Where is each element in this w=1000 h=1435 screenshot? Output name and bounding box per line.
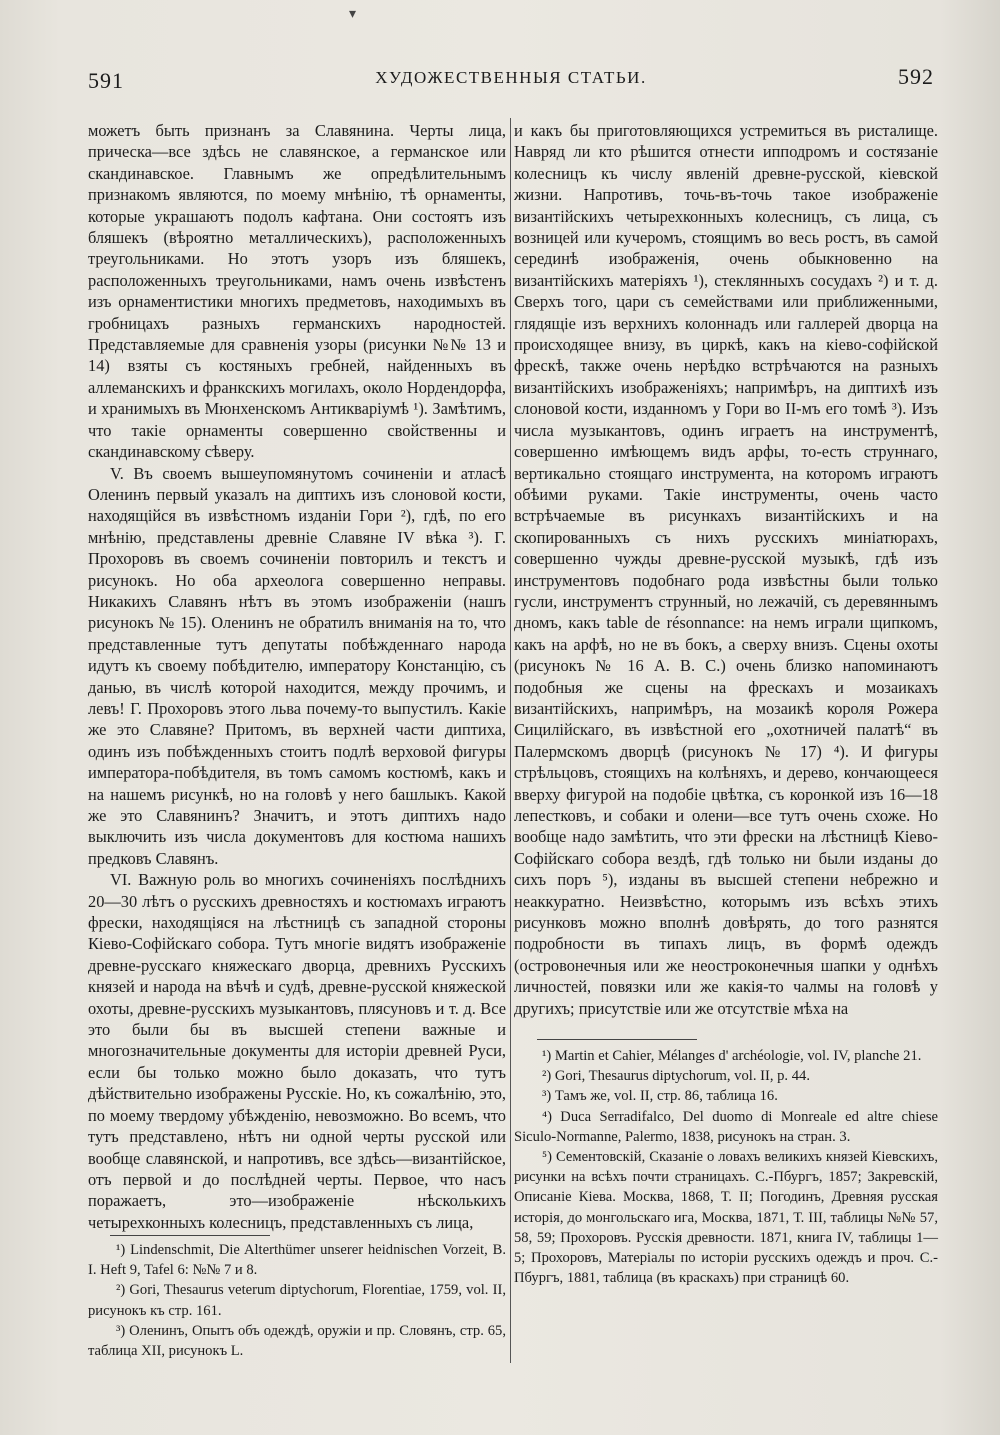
paragraph: V. Въ своемъ вышеупомянутомъ сочиненіи и атласѣ Оленинъ первый указалъ на диптихъ изъ слоновой кости, находящійся въ извѣстномъ изданіи Гори ²), гдѣ, по его мнѣнію, представлены древніе Славяне IV вѣка ³). Г. Прохоровъ въ своемъ сочиненіи повторилъ и текстъ и рисунокъ. Но оба археолога совершенно неправы. Никакихъ Славянъ нѣтъ въ этомъ изображеніи (нашъ рисунокъ № 15). Оленинъ не обратилъ вниманія на то, что представленные тутъ депутаты побѣжденнаго народа идутъ къ своему побѣдителю, императору Констанцію, съ данью, въ числѣ которой находится, между прочимъ, и левъ! Г. Прохоровъ этого льва почему-то выпустилъ. Какіе же это Славяне? Притомъ, въ верхней части диптиха, одинъ изъ побѣжденныхъ стоитъ подлѣ верховой фигуры императора-побѣдителя, въ томъ самомъ костюмѣ, какъ и на нашемъ рисункѣ, но на головѣ у него башлыкъ. Какой же это Славянинъ? Значитъ, и этотъ диптихъ надо выключить изъ числа документовъ для костюма нашихъ предковъ Славянъ. (88, 463, 506, 868)
left-column (88, 120, 506, 1233)
top-mark: ▾ (349, 7, 357, 22)
footnote: ²) Gori, Thesaurus veterum diptychorum, Florentiae, 1759, vol. II, рисунокъ къ стр. 161. (88, 1282, 506, 1319)
footnote: ⁵) Сементовскій, Сказаніе о ловахъ великихъ князей Кіевскихъ, рисунки на всѣхъ почти страницахъ. С.-Пбургъ, 1857; Закревскій, Описаніе Кіева. Москва, 1868, Т. II; Погодинъ, Древняя русская исторія, до монгольскаго ига, Москва, 1871, Т. III, таблицы №№ 57, 58, 59; Прохоровъ. Русскія древности. 1871, книга IV, таблицы 1—5; Прохоровъ, Матеріалы по исторіи русскихъ одеждъ и проч. С.-Пбургъ, 1881, таблица (въ краскахъ) при страницѣ 60. (514, 1149, 938, 1287)
footnote: ¹) Lindenschmit, Die Alterthümer unserer heidnischen Vorzeit, B. I. Heft 9, Tafel 6: №№ 7 и 8. (88, 1242, 506, 1279)
footnote: ¹) Martin et Cahier, Mélanges d' archéologie, vol. IV, planche 21. (542, 1048, 922, 1064)
page-number-left: 591 (88, 68, 124, 93)
running-header (88, 64, 934, 94)
footnote: ⁴) Duca Serradifalco, Del duomo di Monreale ed altre chiese Siculo-Normanne, Palermo, 1838, рисунокъ на стран. 3. (514, 1108, 938, 1145)
footnotes-right (514, 1046, 938, 1288)
footnote-rule-right (537, 1039, 697, 1040)
footnote: ³) Тамъ же, vol. II, стр. 86, таблица 16. (542, 1088, 778, 1105)
right-column (514, 120, 938, 1019)
footnote: ²) Gori, Thesaurus diptychorum, vol. II, p. 44. (542, 1068, 810, 1085)
footnotes-left (88, 1240, 506, 1361)
paragraph: и какъ бы приготовляющихся устремиться въ ристалище. Навряд ли кто рѣшится отнести ипподромъ и состязаніе колесницъ къ числу явленій древне-русской, кіевской жизни. Напротивъ, точь-въ-точь такое изображеніе византійскихъ четырехконныхъ колесницъ, съ лица, съ возницей или кучеромъ, стоящимъ во весь ростъ, въ самой серединѣ изображенія, очень обыкновенно на византійскихъ матеріяхъ ¹), стеклянныхъ сосудахъ ²) и т. д. Сверхъ того, цари съ семействами или приближенными, глядящіе изъ верхнихъ колоннадъ или галлерей дворца на происходящее внизу, въ циркѣ, какъ на кіево-софійской фрескѣ, также очень нерѣдко встрѣчаются на разныхъ византійскихъ изображеніяхъ; напримѣръ, на диптихѣ изъ слоновой кости, изданномъ у Гори во II-мъ его томѣ ³). Изъ числа музыкантовъ, одинъ играетъ на инструментѣ, совершенно имѣющемъ видъ арфы, то-есть струннаго, вертикально стоящаго инструмента, на которомъ играютъ обѣими руками. Такіе инструменты, очень часто встрѣчаемые въ рисункахъ византійскихъ и на скопированныхъ съ нихъ русскихъ миніатюрахъ, совершенно чужды древне-русской музыкѣ, гдѣ изъ инструментовъ подобнаго рода извѣстны были только гусли, инструментъ струнный, но лежачій, съ деревяннымъ дномъ, какъ table de résonnance: на немъ играли щипкомъ, какъ на арфѣ, но не въ бокъ, а сверху внизъ. Сцены охоты (рисунокъ № 16 A. B. C.) очень близко напоминаютъ подобныя же сцены на фрескахъ и мозаикахъ византійскихъ, напримѣръ, на мозаикѣ короля Рожера Сицилійскаго, въ извѣстной его „охотничей палатѣ“ въ Палермскомъ дворцѣ (рисунокъ № 17) ⁴). И фигуры стрѣльцовъ, стоящихъ на колѣняхъ, и дерево, кончающееся вверху фигурой на подобіе цвѣтка, съ коронкой изъ 16—18 лепестковъ, и собаки и олени—все тутъ очень схоже. Но вообще надо замѣтить, что эти фрески на лѣстницѣ Кіево-Софійскаго собора вездѣ, гдѣ только ни были изданы до сихъ поръ ⁵), изданы въ высшей степени небрежно и неаккуратно. Неизвѣстно, которымъ изъ всѣхъ этихъ рисунковъ можно вполнѣ довѣрять, до того разнятся подробности въ типахъ лицъ, въ формѣ одеждъ (островонечныя или же неостроконечныя шапки у однѣхъ личностей, повязки или же какія-то чалмы на головѣ у другихъ; присутствіе или же отсутствіе мѣха на (514, 121, 938, 1018)
column-divider (510, 118, 511, 1363)
paragraph: можетъ быть признанъ за Славянина. Черты лица, прическа—все здѣсь не славянское, а германское или скандинавское. Главнымъ же опредѣлительнымъ признакомъ являются, по моему мнѣнію, тѣ орнаменты, которые украшаютъ подолъ кафтана. Они состоятъ изъ бляшекъ (вѣроятно металлическихъ), расположенныхъ треугольниками. Но этотъ узоръ изъ бляшекъ, расположенныхъ треугольниками, намъ очень извѣстенъ изъ орнаментистики многихъ предметовъ, находимыхъ въ гробницахъ разныхъ германскихъ народностей. Представляемые для сравненія узоры (рисунки №№ 13 и 14) взяты съ костяныхъ гребней, найденныхъ въ аллеманскихъ и франкскихъ могилахъ, около Нордендорфа, и хранимыхъ въ Мюнхенскомъ Антикваріумѣ ¹). Замѣтимъ, что такіе орнаменты совершенно свойственны и скандинавскому сѣверу. (88, 121, 506, 462)
running-title: ХУДОЖЕСТВЕННЫЯ СТАТЬИ. (375, 68, 647, 87)
page-number-right: 592 (898, 64, 934, 89)
paragraph: VI. Важную роль во многихъ сочиненіяхъ послѣднихъ 20—30 лѣтъ о русскихъ древностяхъ и костюмахъ играютъ фрески, находящіяся на лѣстницѣ съ западной стороны Кіево-Софійскаго собора. Тутъ многіе видятъ изображеніе древне-русскаго княжескаго дворца, древнихъ Русскихъ князей и народа на вѣчѣ и судѣ, древне-русской княжеской охоты, древне-русскихъ музыкантовъ, плясуновъ и т. д. Все это были бы въ высшей степени важные и многозначительные документы для исторіи древней Руси, если бы только можно было доказать, что тутъ дѣйствительно изображены Русскіе. Но, къ сожалѣнію, это, по моему твердому убѣжденію, невозможно. Во всемъ, что тутъ представлено, нѣтъ ни одной черты русской или вообще славянской, и напротивъ, все здѣсь—византійское, отъ первой и до послѣдней черты. Первое, что насъ поражаетъ, это—изображеніе нѣсколькихъ четырехконныхъ колесницъ, представленныхъ съ лица, (88, 870, 506, 1232)
footnote: ³) Оленинъ, Опытъ объ одеждѣ, оружіи и пр. Словянъ, стр. 65, таблица XII, рисунокъ L. (88, 1322, 506, 1360)
footnote-rule-left (110, 1235, 270, 1236)
